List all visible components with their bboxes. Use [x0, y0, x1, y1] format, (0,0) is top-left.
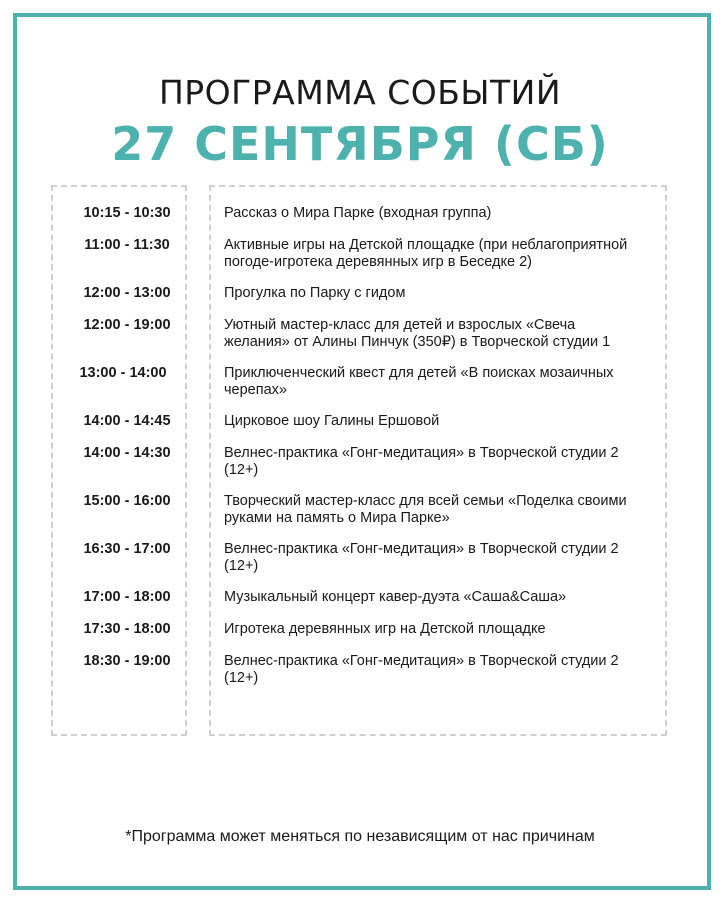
- schedule-event: Прогулка по Парку с гидом: [224, 285, 406, 301]
- schedule-time: 11:00 - 11:30: [84, 237, 170, 253]
- schedule-time: 17:00 - 18:00: [83, 589, 171, 605]
- event-date: 27 СЕНТЯБРЯ (СБ): [111, 117, 609, 171]
- page-title: ПРОГРАММА СОБЫТИЙ: [158, 73, 562, 112]
- schedule-time: 14:00 - 14:45: [83, 413, 171, 429]
- schedule-time: 13:00 - 14:00: [79, 365, 167, 381]
- schedule-time: 12:00 - 13:00: [83, 285, 171, 301]
- schedule-event: Велнес-практика «Гонг-медитация» в Творческой студии 2 (12+): [224, 445, 619, 478]
- schedule-time: 15:00 - 16:00: [83, 493, 171, 509]
- schedule-event: Активные игры на Детской площадке (при неблагоприятной погоде-игротека деревянных игр в Беседке 2): [224, 237, 628, 270]
- schedule-event: Велнес-практика «Гонг-медитация» в Творческой студии 2 (12+): [224, 541, 619, 574]
- schedule-event: Творческий мастер-класс для всей семьи «Поделка своими руками на память о Мира Парке»: [224, 493, 627, 526]
- schedule-time: 18:30 - 19:00: [83, 653, 171, 669]
- schedule-event: Уютный мастер-класс для детей и взрослых «Свеча желания» от Алины Пинчук (350₽) в Творческой студии 1: [224, 317, 611, 350]
- schedule-event: Музыкальный концерт кавер-дуэта «Саша&Саша»: [224, 589, 567, 605]
- schedule-time: 12:00 - 19:00: [83, 317, 171, 333]
- schedule-time: 16:30 - 17:00: [83, 541, 171, 557]
- schedule-event: Цирковое шоу Галины Ершовой: [224, 413, 440, 429]
- schedule-event: Велнес-практика «Гонг-медитация» в Творческой студии 2 (12+): [224, 653, 619, 686]
- schedule-time: 14:00 - 14:30: [83, 445, 171, 461]
- schedule-time: 10:15 - 10:30: [83, 205, 171, 221]
- schedule-event: Рассказ о Мира Парке (входная группа): [224, 205, 492, 221]
- disclaimer-footnote: *Программа может меняться по независящим от нас причинам: [125, 828, 595, 845]
- schedule-event: Приключенческий квест для детей «В поисках мозаичных черепах»: [224, 365, 614, 398]
- schedule-time: 17:30 - 18:00: [83, 621, 171, 637]
- schedule-event: Игротека деревянных игр на Детской площадке: [224, 621, 546, 637]
